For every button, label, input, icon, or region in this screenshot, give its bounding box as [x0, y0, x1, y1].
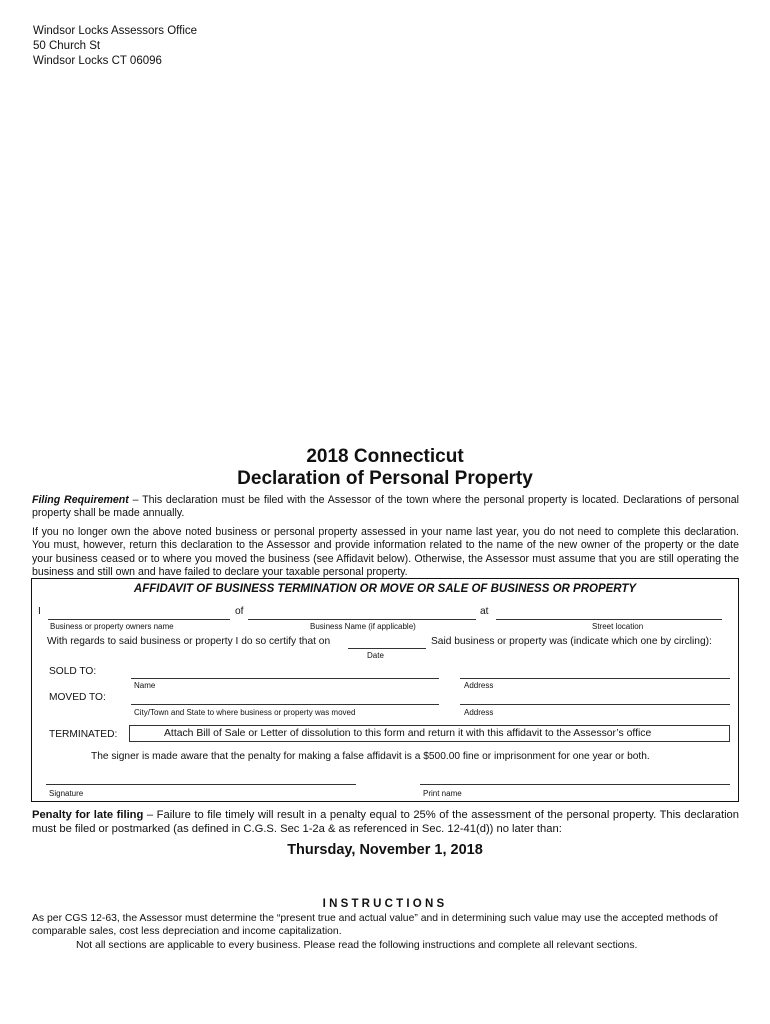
date-field[interactable] — [348, 648, 426, 649]
address-caption: Address — [464, 681, 494, 690]
name-caption: Name — [134, 681, 156, 690]
city-caption: City/Town and State to where business or property was moved — [134, 708, 356, 717]
street-location-field[interactable] — [496, 619, 722, 620]
filing-requirement — [32, 494, 739, 521]
moved-to-city-field[interactable] — [131, 704, 439, 705]
business-name-field[interactable] — [248, 619, 476, 620]
terminated-label: TERMINATED: — [49, 729, 118, 740]
owner-name-caption: Business or property owners name — [50, 622, 174, 631]
business-name-caption: Business Name (if applicable) — [310, 622, 416, 631]
date-caption: Date — [367, 651, 384, 660]
terminated-instruction-box: Attach Bill of Sale or Letter of dissolution to this form and return it with this affidavit to the Assessor’s office — [129, 725, 730, 742]
late-filing-text: – Failure to file timely will result in a penalty equal to 25% of the assessment of the personal property. This declaration must be filed or postmarked (as defined in C.G.S. Sec 1-2a & as referenced in Sec. 12-41(d)) no later than: — [32, 809, 739, 835]
print-name-caption: Print name — [423, 789, 462, 798]
instructions-heading: INSTRUCTIONS — [322, 898, 448, 910]
affidavit-title: AFFIDAVIT OF BUSINESS TERMINATION OR MOVE OR SALE OF BUSINESS OR PROPERTY — [133, 583, 637, 595]
at-label: at — [480, 606, 489, 617]
sold-to-label: SOLD TO: — [49, 666, 97, 677]
moved-to-label: MOVED TO: — [49, 692, 106, 703]
form-year-title: 2018 Connecticut — [306, 446, 464, 467]
sold-to-name-field[interactable] — [131, 678, 439, 679]
print-name-field[interactable] — [420, 784, 730, 785]
signature-field[interactable] — [46, 784, 356, 785]
office-street: 50 Church St — [33, 40, 101, 52]
no-longer-own-paragraph: If you no longer own the above noted business or personal property assessed in your name last year, you do not need to complete this declaration. You must, however, return this declaration to the Assessor and provide information related to the name of the new owner of the property or the date your business ceased or to where you moved the business (see Affidavit below). Otherwise, the Assessor must assume that you are still operating the business and still own and have failed to declare your taxable personal property. — [32, 526, 739, 579]
owner-name-field[interactable] — [48, 619, 230, 620]
false-affidavit-warning: The signer is made aware that the penalty for making a false affidavit is a $500.00 fine or imprisonment for one year or both. — [91, 751, 650, 762]
i-label: I — [38, 606, 41, 617]
status-text: Said business or property was (indicate which one by circling): — [431, 636, 712, 647]
certify-text: With regards to said business or property I do so certify that on — [47, 636, 331, 647]
instructions-paragraph-1: As per CGS 12-63, the Assessor must determine the “present true and actual value” and in determining such value may use the accepted methods of comparable sales, cost less depreciation and income capitalization. — [32, 913, 718, 938]
address-caption-2: Address — [464, 708, 494, 717]
form-title: Declaration of Personal Property — [237, 468, 533, 489]
office-city: Windsor Locks CT 06096 — [33, 55, 162, 67]
signature-caption: Signature — [49, 789, 84, 798]
sold-to-address-field[interactable] — [460, 678, 730, 679]
filing-deadline: Thursday, November 1, 2018 — [287, 842, 483, 858]
moved-to-address-field[interactable] — [460, 704, 730, 705]
late-filing-label: Penalty for late filing — [32, 809, 144, 821]
office-name: Windsor Locks Assessors Office — [33, 25, 198, 37]
instructions-paragraph-2: Not all sections are applicable to every business. Please read the following instructions and complete all relevant sections. — [76, 940, 638, 951]
of-label: of — [235, 606, 244, 617]
office-address — [33, 24, 197, 69]
affidavit-box — [31, 578, 739, 802]
filing-requirement-text: – This declaration must be filed with the Assessor of the town where the personal property is located. Declarations of personal property shall be made annually. — [32, 494, 739, 520]
street-location-caption: Street location — [592, 622, 644, 631]
late-filing-penalty — [32, 808, 739, 836]
filing-requirement-label: Filing Requirement — [32, 494, 129, 506]
